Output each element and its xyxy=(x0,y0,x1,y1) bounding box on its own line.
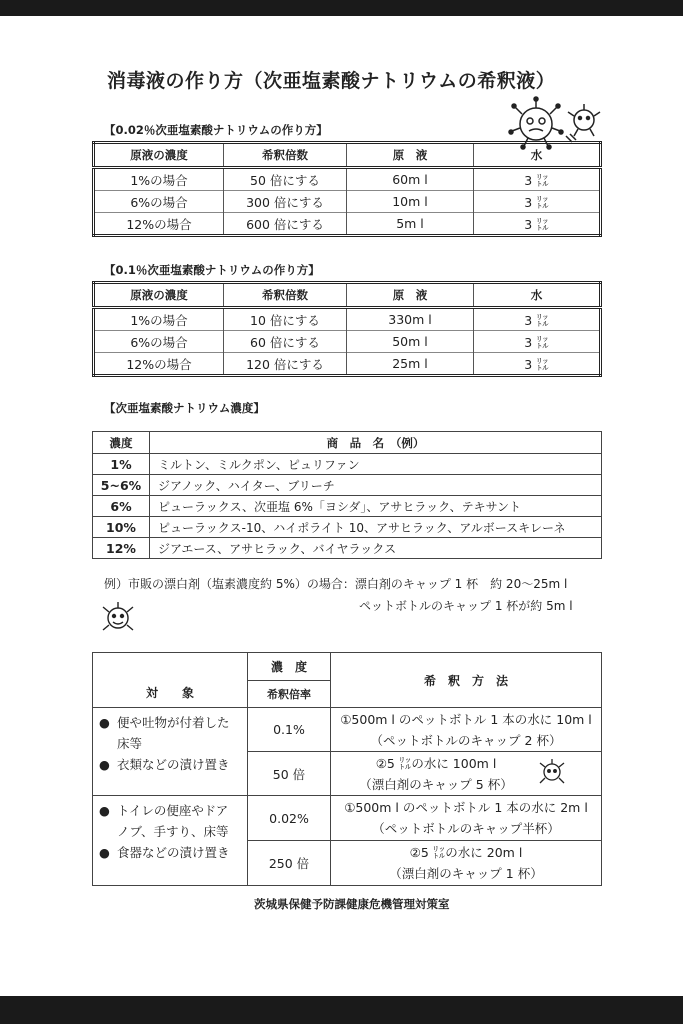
table-cell: 3 ㍑ xyxy=(474,331,601,353)
method-text: （ペットボトルのキャップ 2 杯） xyxy=(370,732,562,748)
table-cell: 3 ㍑ xyxy=(474,191,601,213)
table-cell: 3 ㍑ xyxy=(474,308,601,331)
concentration-cell: 5~6% xyxy=(93,475,150,496)
target-text: トイレの便座やドア xyxy=(117,803,229,818)
table-cell: 6%の場合 xyxy=(94,191,224,213)
table-row xyxy=(94,191,601,213)
method-text: ①500m l のペットボトル 1 本の水に 2m l xyxy=(344,800,588,815)
list-item xyxy=(99,800,241,821)
table-cell: 1%の場合 xyxy=(94,308,224,331)
column-header: 原 液 xyxy=(347,143,474,168)
table-row xyxy=(94,213,601,236)
table-row xyxy=(94,353,601,376)
method-text: （ペットボトルのキャップ半杯） xyxy=(372,821,560,836)
target-text: 衣類などの漬け置き xyxy=(117,757,230,772)
list-item xyxy=(99,754,241,775)
bullet-icon: ● xyxy=(99,757,110,772)
column-header: 商 品 名 （例） xyxy=(150,432,602,454)
products-cell: ジアエース、アサヒラック、バイヤラックス xyxy=(150,538,602,559)
document-page xyxy=(0,16,683,996)
column-header: 希釈倍数 xyxy=(224,283,347,308)
table-header-row xyxy=(93,432,602,454)
table-cell: 600 倍にする xyxy=(224,213,347,236)
table-cell: 12%の場合 xyxy=(94,353,224,376)
column-header: 希釈倍数 xyxy=(224,143,347,168)
table-cell: 12%の場合 xyxy=(94,213,224,236)
column-header: 水 xyxy=(474,143,601,168)
method-text: ①500m l のペットボトル 1 本の水に 10m l xyxy=(340,711,592,727)
table-header-row xyxy=(93,653,602,681)
target-cell-group1 xyxy=(93,708,248,796)
concentration-cell: 0.1% xyxy=(248,708,331,752)
table-cell: 3 ㍑ xyxy=(474,213,601,236)
target-cell-group2 xyxy=(93,796,248,886)
table-cell: 3 ㍑ xyxy=(474,168,601,191)
table-row xyxy=(93,708,602,752)
table-header-row xyxy=(94,143,601,168)
footer-organization: 茨城県保健予防課健康危機管理対策室 xyxy=(254,897,450,911)
ratio-header: 希釈倍率 xyxy=(248,681,331,708)
table-row xyxy=(94,308,601,331)
dilution-table-0-02 xyxy=(92,141,602,237)
concentration-cell: 0.02% xyxy=(248,796,331,841)
table-cell: 25m l xyxy=(347,353,474,376)
table-cell: 300 倍にする xyxy=(224,191,347,213)
ratio-cell: 50 倍 xyxy=(248,752,331,796)
table-cell: 6%の場合 xyxy=(94,331,224,353)
products-cell: ピューラックス-10、ハイポライト 10、アサヒラック、アルボースキレーネ xyxy=(150,517,602,538)
method-text: ②5 ㍑の水に 100m l xyxy=(375,755,497,771)
target-header: 対 象 xyxy=(93,653,248,708)
ratio-cell: 250 倍 xyxy=(248,841,331,886)
concentration-cell: 10% xyxy=(93,517,150,538)
target-text: 便や吐物が付着した xyxy=(117,715,230,730)
product-concentration-table xyxy=(92,431,602,559)
virus-illustration-icon xyxy=(98,599,138,635)
target-text: 食器などの漬け置き xyxy=(117,845,230,860)
table-cell: 10m l xyxy=(347,191,474,213)
table-cell: 50m l xyxy=(347,331,474,353)
table-cell: 10 倍にする xyxy=(224,308,347,331)
products-cell: ピューラックス、次亜塩 6%「ヨシダ」、アサヒラック、テキサント xyxy=(150,496,602,517)
table-row xyxy=(93,796,602,841)
section3-heading: 【次亜塩素酸ナトリウム濃度】 xyxy=(104,401,265,415)
table-cell: 120 倍にする xyxy=(224,353,347,376)
table-row xyxy=(94,168,601,191)
table-cell: 50 倍にする xyxy=(224,168,347,191)
column-header: 原液の濃度 xyxy=(94,143,224,168)
table-cell: 1%の場合 xyxy=(94,168,224,191)
column-header: 原 液 xyxy=(347,283,474,308)
target-text: 床等 xyxy=(117,736,143,751)
column-header: 原液の濃度 xyxy=(94,283,224,308)
table-cell: 330m l xyxy=(347,308,474,331)
bullet-icon: ● xyxy=(99,803,110,818)
bullet-icon: ● xyxy=(99,715,110,730)
table-header-row xyxy=(94,283,601,308)
method-cell xyxy=(331,796,602,841)
bullet-icon: ● xyxy=(99,845,110,860)
method-text: ②5 ㍑の水に 20m l xyxy=(409,845,523,860)
products-cell: ジアノック、ハイター、ブリーチ xyxy=(150,475,602,496)
concentration-cell: 12% xyxy=(93,538,150,559)
method-text: （漂白剤のキャップ 5 杯） xyxy=(359,776,513,792)
table-cell: 5m l xyxy=(347,213,474,236)
concentration-cell: 6% xyxy=(93,496,150,517)
concentration-cell: 1% xyxy=(93,454,150,475)
column-header: 水 xyxy=(474,283,601,308)
section2-heading: 【0.1％次亜塩素酸ナトリウムの作り方】 xyxy=(104,263,320,277)
dilution-table-0-1 xyxy=(92,281,602,377)
concentration-header: 濃 度 xyxy=(248,653,331,681)
table-row xyxy=(93,454,602,475)
table-row xyxy=(94,331,601,353)
products-cell: ミルトン、ミルクポン、ピュリファン xyxy=(150,454,602,475)
page-title: 消毒液の作り方（次亜塩素酸ナトリウムの希釈液） xyxy=(107,70,556,92)
method-text: （漂白剤のキャップ 1 杯） xyxy=(389,866,543,881)
method-cell xyxy=(331,708,602,752)
list-item xyxy=(99,712,241,733)
method-cell xyxy=(331,841,602,886)
method-cell xyxy=(331,752,602,796)
example-line-2: ペットボトルのキャップ 1 杯が約 5m l xyxy=(359,599,573,613)
list-item xyxy=(99,842,241,863)
example-line-1: 例）市販の漂白剤（塩素濃度約 5%）の場合：漂白剤のキャップ 1 杯 約 20～25m l xyxy=(104,577,568,591)
table-row xyxy=(93,475,602,496)
table-cell: 60 倍にする xyxy=(224,331,347,353)
target-text: ノブ、手すり、床等 xyxy=(117,824,229,839)
table-cell: 60m l xyxy=(347,168,474,191)
table-row xyxy=(93,517,602,538)
table-row xyxy=(93,496,602,517)
column-header: 濃度 xyxy=(93,432,150,454)
table-row xyxy=(93,538,602,559)
virus-illustration-icon xyxy=(537,758,567,786)
usage-dilution-table xyxy=(92,652,602,886)
section1-heading: 【0.02％次亜塩素酸ナトリウムの作り方】 xyxy=(104,123,328,137)
method-header: 希 釈 方 法 xyxy=(331,653,602,708)
table-cell: 3 ㍑ xyxy=(474,353,601,376)
